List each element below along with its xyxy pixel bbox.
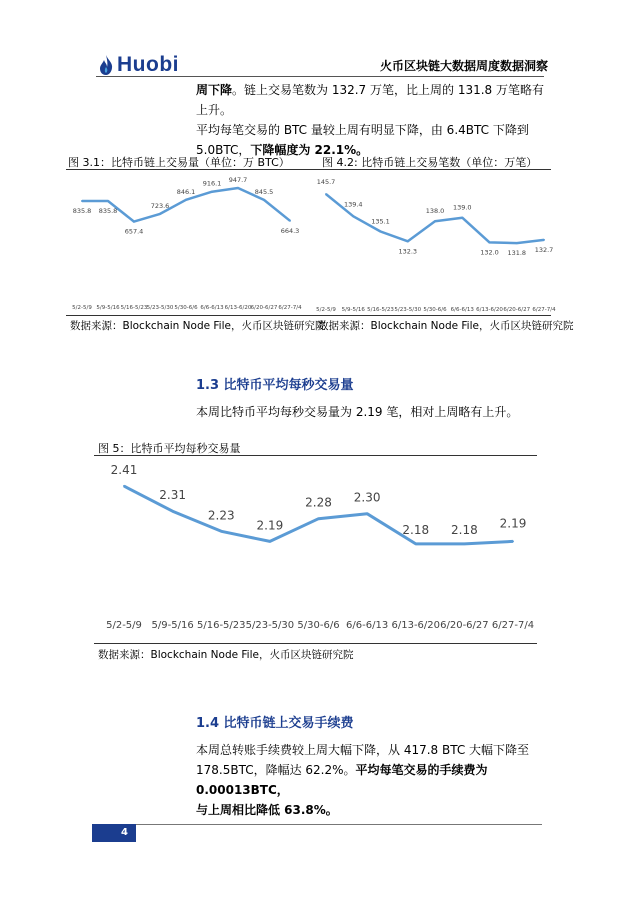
data-point <box>543 239 545 241</box>
data-label: 2.18 <box>451 522 478 537</box>
x-tick-label: 5/23-5/30 <box>146 305 174 311</box>
x-tick-label: 6/6-6/13 <box>450 307 474 313</box>
data-point <box>434 220 436 222</box>
data-point <box>269 540 271 542</box>
x-tick-label: 5/30-6/6 <box>297 620 340 631</box>
data-label: 2.18 <box>402 522 430 537</box>
data-label: 2.30 <box>353 490 381 505</box>
data-label: 835.8 <box>98 206 118 215</box>
data-point <box>352 215 354 217</box>
x-tick-label: 6/13-6/20 <box>391 620 441 631</box>
page-header-title: 火币区块链大数据周度数据洞察 <box>379 59 548 73</box>
x-tick-label: 5/9-5/16 <box>151 620 194 631</box>
data-point <box>159 213 161 215</box>
intro-line-2: 平均每笔交易的 BTC 量较上周有明显下降，由 6.4BTC 下降到 <box>196 123 529 137</box>
data-point <box>325 193 327 195</box>
data-label: 845.5 <box>254 187 274 196</box>
data-point <box>415 543 417 545</box>
x-tick-label: 5/2-5/9 <box>106 620 142 631</box>
footer-divider <box>136 824 542 825</box>
x-tick-label: 6/27-7/4 <box>278 305 302 311</box>
section-1-3-heading: 1.3 比特币平均每秒交易量 <box>196 378 354 393</box>
fig5-bottom-rule <box>94 643 537 644</box>
huobi-logo <box>98 53 179 77</box>
section-1-4-body <box>196 740 546 820</box>
data-label: 132.0 <box>480 248 499 257</box>
data-label: 131.8 <box>507 249 527 258</box>
header-divider <box>96 76 544 77</box>
flame-icon <box>98 55 114 75</box>
data-point <box>123 485 125 487</box>
data-point <box>318 518 320 520</box>
page-number: 4 <box>92 824 136 842</box>
x-tick-label: 5/9-5/16 <box>96 305 120 311</box>
fig31-chart <box>68 172 302 314</box>
data-label: 657.4 <box>124 227 144 236</box>
data-point <box>461 217 463 219</box>
x-tick-label: 6/6-6/13 <box>346 620 389 631</box>
x-tick-label: 5/30-6/6 <box>174 305 198 311</box>
data-point <box>489 241 491 243</box>
data-point <box>220 530 222 532</box>
fig42-source: 数据来源：Blockchain Node File，火币区块链研究院 <box>318 320 574 332</box>
data-label: 723.6 <box>150 201 170 210</box>
fig5-caption: 图 5：比特币平均每秒交易量 <box>98 442 241 455</box>
data-point <box>237 187 239 189</box>
x-tick-label: 5/9-5/16 <box>341 307 365 313</box>
data-label: 846.1 <box>176 187 196 196</box>
data-point <box>407 240 409 242</box>
x-tick-label: 6/27-7/4 <box>491 620 535 631</box>
x-tick-label: 5/16-5/23 <box>120 305 148 311</box>
fig42-chart <box>318 172 558 314</box>
x-tick-label: 5/23-5/30 <box>394 307 422 313</box>
data-point <box>289 220 291 222</box>
data-label: 139.4 <box>343 200 363 209</box>
x-tick-label: 6/20-6/27 <box>440 620 489 631</box>
data-point <box>185 199 187 201</box>
fig-top-rule <box>66 169 551 170</box>
x-tick-label: 6/27-7/4 <box>532 307 556 313</box>
data-point <box>512 540 514 542</box>
data-label: 916.1 <box>202 179 222 188</box>
intro-line-1: 周下降。链上交易笔数为 132.7 万笔，比上周的 131.8 万笔略有上升。 <box>196 83 544 117</box>
x-tick-label: 6/20-6/27 <box>250 305 278 311</box>
section-1-4-line-1: 本周总转账手续费较上周大幅下降，从 417.8 BTC 大幅下降至 <box>196 743 530 757</box>
data-point <box>172 510 174 512</box>
data-label: 139.0 <box>452 203 472 212</box>
section-1-3-body: 本周比特币平均每秒交易量为 2.19 笔，相对上周略有上升。 <box>196 405 519 419</box>
x-tick-label: 5/2-5/9 <box>316 307 336 313</box>
data-label: 2.19 <box>256 518 284 533</box>
data-point <box>380 230 382 232</box>
x-tick-label: 6/20-6/27 <box>503 307 531 313</box>
data-label: 135.1 <box>371 217 390 226</box>
x-tick-label: 5/30-6/6 <box>423 307 447 313</box>
fig-bottom-rule <box>66 315 551 316</box>
x-tick-label: 5/23-5/30 <box>245 620 295 631</box>
fig5-chart <box>96 456 542 638</box>
data-point <box>81 200 83 202</box>
fig5-source: 数据来源：Blockchain Node File，火币区块链研究院 <box>98 649 354 661</box>
data-label: 2.23 <box>207 508 235 523</box>
fig31-caption: 图 3.1：比特币链上交易量（单位：万 BTC） <box>68 156 290 169</box>
data-label: 835.8 <box>72 206 92 215</box>
data-point <box>263 199 265 201</box>
data-label: 2.31 <box>159 488 186 503</box>
intro-line-3: 5.0BTC，下降幅度为 22.1%。 <box>196 143 369 157</box>
x-tick-label: 6/6-6/13 <box>200 305 224 311</box>
data-label: 664.3 <box>280 226 300 235</box>
data-point <box>463 543 465 545</box>
section-1-4-heading: 1.4 比特币链上交易手续费 <box>196 716 354 731</box>
data-label: 2.41 <box>110 463 138 478</box>
data-point <box>516 242 518 244</box>
x-tick-label: 5/16-5/23 <box>367 307 394 313</box>
x-tick-label: 6/13-6/20 <box>476 307 503 313</box>
fig31-source: 数据来源：Blockchain Node File，火币区块链研究院 <box>70 320 326 332</box>
data-label: 138.0 <box>425 207 445 216</box>
fig42-caption: 图 4.2: 比特币链上交易笔数（单位：万笔） <box>322 156 538 169</box>
data-point <box>133 221 135 223</box>
brand-name: Huobi <box>117 53 179 76</box>
data-label: 132.3 <box>398 247 418 256</box>
data-label: 947.7 <box>228 176 248 185</box>
data-label: 2.28 <box>305 495 332 510</box>
intro-paragraph <box>196 80 546 160</box>
data-point <box>366 513 368 515</box>
x-tick-label: 6/13-6/20 <box>224 305 252 311</box>
x-tick-label: 5/16-5/23 <box>196 620 246 631</box>
data-label: 132.7 <box>534 245 554 254</box>
data-point <box>107 200 109 202</box>
data-label: 2.19 <box>499 516 527 531</box>
section-1-4-line-3: 与上周相比降低 63.8%。 <box>196 803 338 817</box>
x-tick-label: 5/2-5/9 <box>72 305 92 311</box>
section-1-4-line-2: 178.5BTC，降幅达 62.2%。平均每笔交易的手续费为 0.00013BTC， <box>196 763 488 797</box>
data-label: 145.7 <box>316 178 336 187</box>
data-point <box>211 191 213 193</box>
